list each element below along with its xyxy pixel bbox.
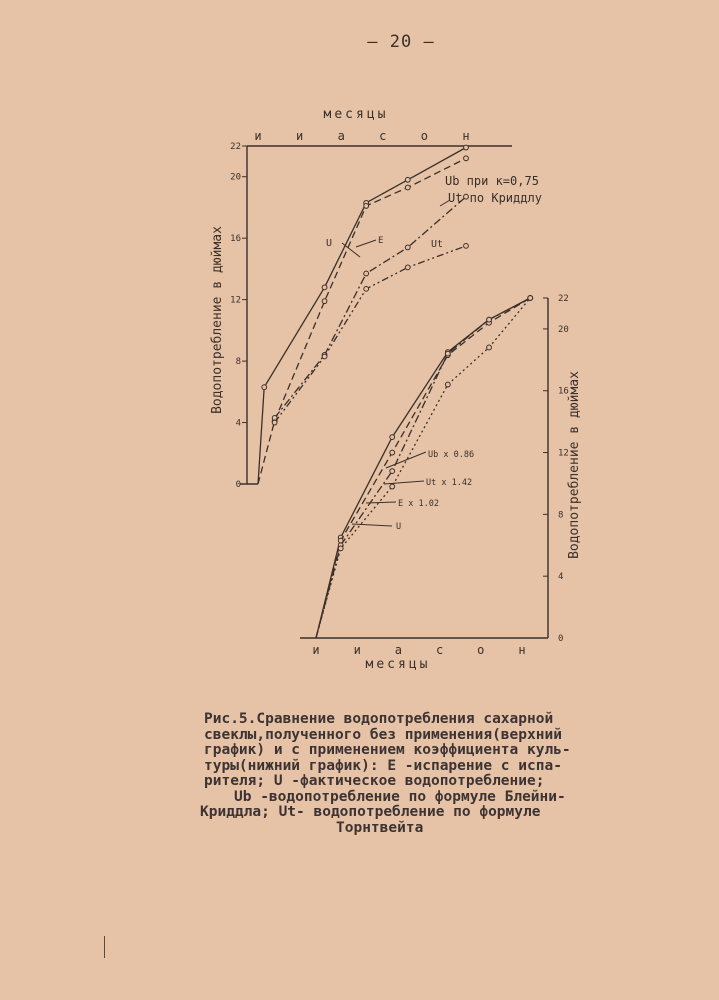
data-point-ut [322,354,327,359]
y-tick-label: 12 [230,295,241,306]
y-tick-label: 16 [558,386,569,397]
data-point-ut [487,317,492,322]
y-tick-label: 20 [558,324,569,335]
y-tick-label: 0 [558,634,564,644]
x-tick-label: с [435,643,444,657]
figure-caption [196,712,626,836]
series-line-ub [316,298,530,638]
leader-line [352,524,392,526]
x-tick-label: и [353,643,361,657]
caption-line: Ub -водопотребление по формуле Блейни- [234,788,566,805]
y-tick-label: 8 [235,357,241,368]
bottom-chart [300,294,582,672]
series-annotation: Ub при к=0,75 [445,174,539,188]
data-point-ub [390,484,395,489]
data-point-ut [390,469,395,474]
y-tick-label: 0 [235,480,241,490]
data-point-e [464,156,469,161]
series-label: Ub x 0.86 [428,450,475,460]
data-point-e [405,185,410,190]
data-point-ub [364,271,369,276]
data-point-u [322,285,327,290]
series-label: U [326,238,333,249]
leader-line [356,240,376,247]
margin-mark [104,936,105,958]
y-tick-label: 22 [230,142,241,152]
y-axis-title: Водопотребление в дюймах [567,371,582,559]
data-point-u [390,435,395,440]
data-point-ub [528,296,533,301]
x-tick-label: а [394,643,403,657]
x-tick-label: с [379,129,387,143]
series-line-ub [275,197,466,418]
x-tick-label: и [295,129,304,143]
data-point-ut [364,286,369,291]
caption-line: рителя; U -фактическое водопотребление; [204,773,545,789]
y-axis-title: Водопотребление в дюймах [210,226,225,414]
x-tick-label: и [254,129,262,143]
data-point-ut [445,351,450,356]
data-point-ub [445,382,450,387]
x-tick-label: а [337,129,345,143]
x-tick-label: о [420,129,429,143]
top-chart [210,107,542,490]
y-tick-label: 16 [230,234,241,245]
series-line-u [316,298,530,638]
y-tick-label: 4 [235,418,241,429]
series-label: Ut x 1.42 [426,478,473,488]
y-tick-label: 12 [558,448,569,459]
y-tick-label: 22 [558,294,569,304]
data-point-u [262,385,267,390]
data-point-e [390,450,395,455]
series-label: E x 1.02 [398,499,439,509]
caption-line: туры(нижний график): E -испарение с испа- [204,757,562,774]
data-point-ub [487,345,492,350]
series-annotation: Ut по Криддлу [448,191,542,205]
data-point-e [364,204,369,209]
x-axis-title: месяцы [365,657,431,672]
leader-line [384,481,424,484]
data-point-ut [464,243,469,248]
series-line-ut [275,246,466,423]
x-tick-label: и [312,643,320,657]
page-number: — 20 — [367,32,435,52]
caption-line: свеклы,полученного без применения(верхний [204,726,562,743]
x-tick-label: н [518,643,526,657]
series-label: E [378,236,384,246]
data-point-u [405,177,410,182]
y-tick-label: 4 [558,572,564,583]
series-line-u [258,148,466,485]
data-point-ut [272,420,277,425]
series-line-ut [316,298,530,638]
data-point-e [322,299,327,304]
caption-line: Рис.5.Сравнение водопотребления сахарной [204,711,554,727]
x-axis-title: месяцы [323,107,389,122]
caption-line: Торнтвейта [336,819,424,836]
series-line-e [258,158,466,484]
series-line-e [316,298,530,638]
y-tick-label: 8 [558,510,564,521]
data-point-ut [405,265,410,270]
data-point-ub [405,245,410,250]
data-point-u [464,145,469,150]
caption-line: график) и с применением коэффициента куль- [204,742,571,758]
series-label: Ut [431,239,444,250]
x-tick-label: о [477,643,485,657]
caption-line: Криддла; Ut- водопотребление по формуле [200,804,541,820]
data-point-ub [338,546,343,551]
series-label: U [396,522,402,532]
x-tick-label: н [462,129,470,143]
y-tick-label: 20 [230,172,241,183]
